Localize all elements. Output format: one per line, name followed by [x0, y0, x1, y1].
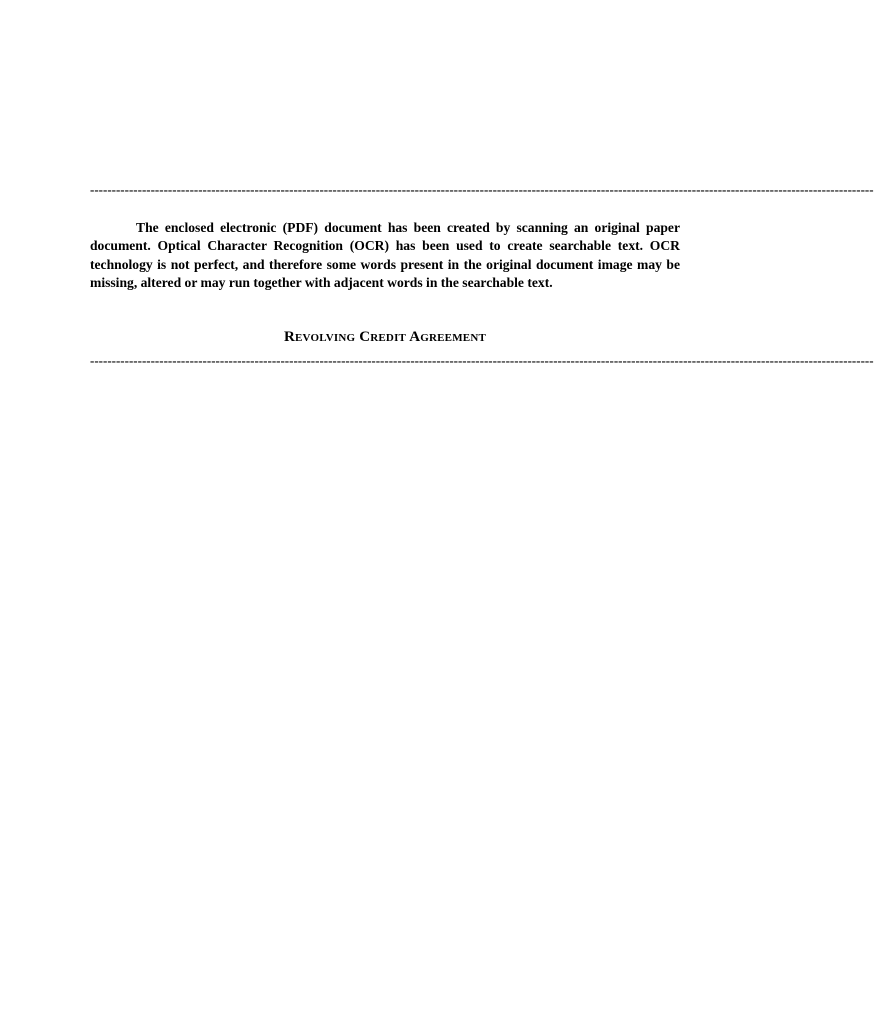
ocr-notice-paragraph: The enclosed electronic (PDF) document has been created by scanning an original paper document. Optical Character Recognition (OCR) has been used to create searchable text. OCR technology is not perfect, and therefore some words present in the original document image may be missing, altered or may run together with adjacent words in the searchable text. [90, 220, 680, 291]
document-content [90, 182, 874, 369]
document-title: Revolving Credit Agreement [283, 328, 487, 345]
bottom-divider: ------------------------------------------------------------------------------------------------------------------------------------------------------------------------------------- [90, 352, 874, 368]
top-divider: ------------------------------------------------------------------------------------------------------------------------------------------------------------------------------------- [90, 182, 874, 197]
